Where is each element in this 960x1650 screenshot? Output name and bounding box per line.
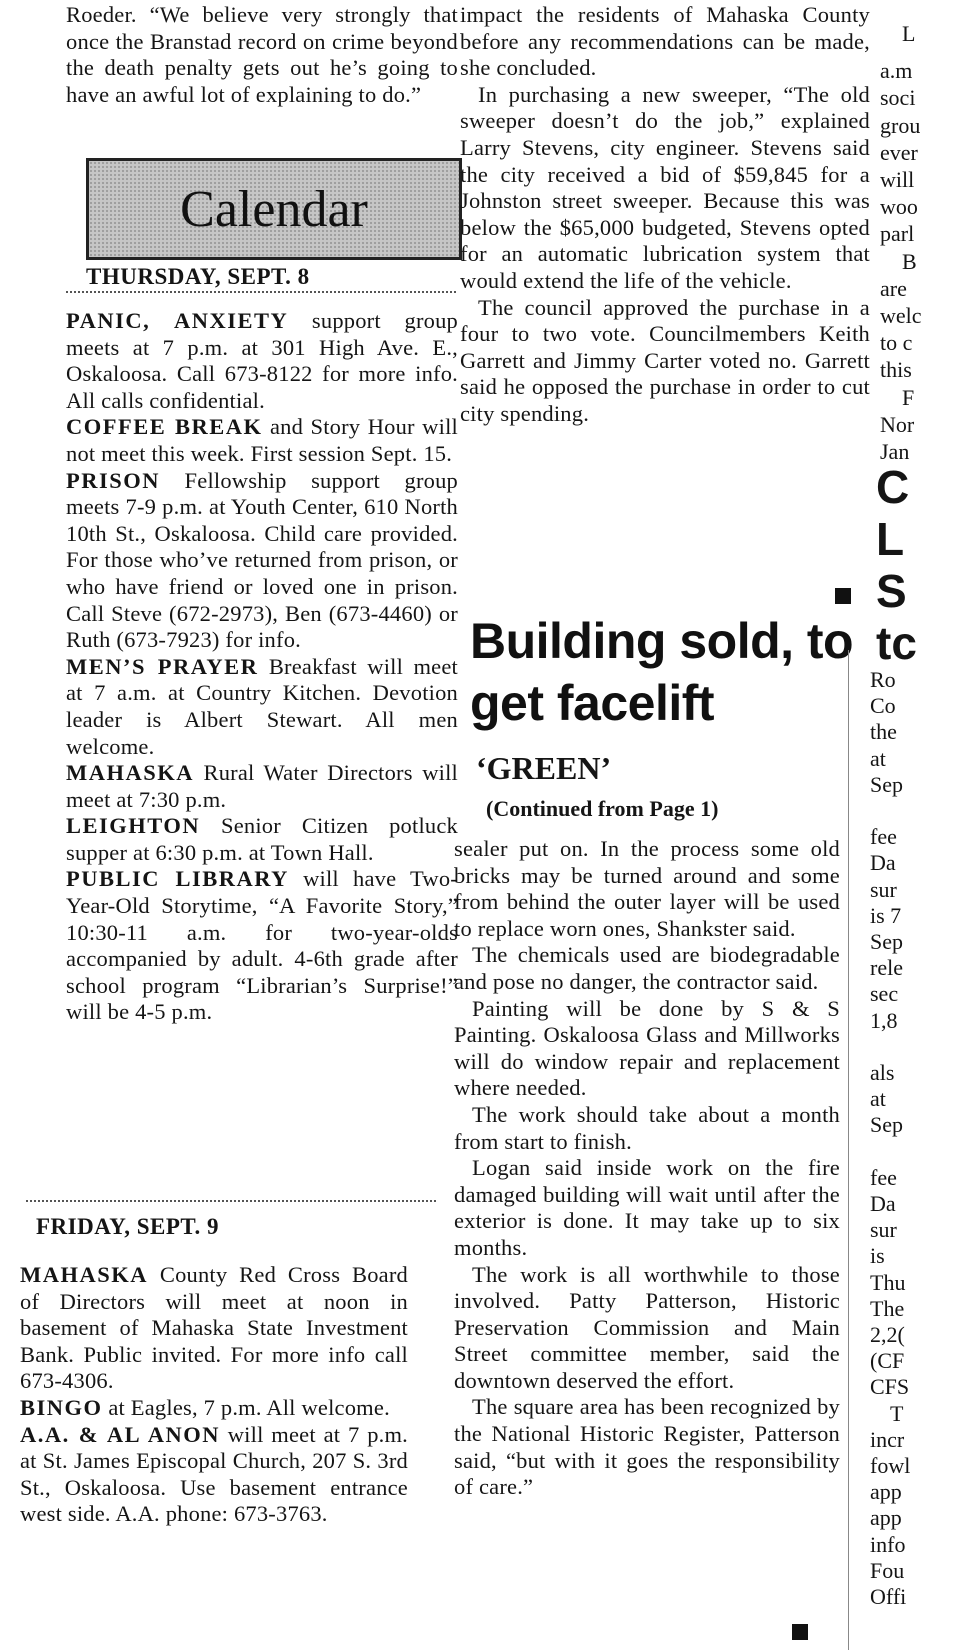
calendar-section-banner: [86, 158, 462, 260]
column-rule: [848, 650, 849, 1650]
article-paragraph: The work is all worthwhile to those involved. Patty Patterson, Historic Preservation Commission and Main Street committee member, said the downtown deserved the effort.: [454, 1261, 840, 1393]
clipped-headline-fragment: tc: [876, 617, 917, 669]
calendar-item: A.A. & AL ANON will meet at 7 p.m. at St. James Episcopal Church, 207 S. 3rd St., Oskaloosa. Use basement entrance west side. A.A. phone: 673-3763.: [20, 1421, 408, 1527]
clipped-text-fragment: fowl: [870, 1453, 911, 1478]
left-column-top: [66, 2, 458, 108]
clipped-text-fragment: Co: [870, 693, 896, 719]
clipped-text-fragment: Thu: [870, 1269, 906, 1295]
friday-heading: FRIDAY, SEPT. 9: [36, 1214, 220, 1239]
clipped-text-fragment: info: [870, 1531, 906, 1557]
clipped-text-fragment: rele: [870, 955, 903, 981]
clipped-text-fragment: fee: [870, 824, 897, 850]
story-ending-roeder: Roeder. “We believe very strongly that once the Branstad record on crime beyond the death penalty gets out he’s going to have an awful lot of explaining to do.”: [66, 2, 458, 107]
clipped-text-fragment: T: [890, 1400, 904, 1426]
article-paragraph: In purchasing a new sweeper, “The old sweeper doesn’t do the job,” explained Larry Stevens, city engineer. Stevens said the city received a bid of $59,845 for a Johnston street sweeper. Because this was below the $65,000 budgeted, Stevens opted for an automatic lubrication system that would extend the life of the vehicle.: [460, 81, 870, 293]
council-story-continuation: [460, 2, 870, 428]
clipped-text-fragment: sur: [870, 1217, 897, 1243]
clipped-text-fragment: Offi: [870, 1584, 907, 1609]
dotted-divider: [66, 291, 456, 293]
clipped-text-fragment: app: [870, 1505, 902, 1531]
clipped-text-fragment: is 7: [870, 902, 902, 928]
clipped-headline-fragment: C: [876, 461, 910, 513]
calendar-item: COFFEE BREAK and Story Hour will not meet this week. First session Sept. 15.: [66, 414, 458, 466]
clipped-text-fragment: Jan: [880, 439, 910, 464]
clipped-text-fragment: parl: [880, 221, 915, 247]
article-paragraph: Logan said inside work on the fire damaged building will wait until after the exterior is done. It may take up to six months.: [454, 1155, 840, 1260]
article-paragraph: sealer put on. In the process some old bricks may be turned around and some from behind the outer layer will be used to replace worn ones, Shankster said.: [454, 836, 840, 941]
clipped-text-fragment: Sep: [870, 1112, 903, 1138]
clipped-right-column: [870, 0, 960, 1639]
clipped-text-fragment: a.m: [880, 58, 913, 84]
clipped-text-fragment: Ro: [870, 667, 896, 692]
clipped-text-fragment: B: [902, 248, 917, 274]
clipped-text-fragment: Nor: [880, 411, 915, 437]
clipped-text-fragment: (CF: [870, 1348, 905, 1374]
clipped-text-fragment: 1,8: [870, 1007, 898, 1033]
clipped-text-fragment: L: [902, 21, 916, 46]
article-paragraph: The council approved the purchase in a four to two vote. Councilmembers Keith Garrett and Jimmy Carter voted no. Garrett said he opposed the purchase in order to cut city spending.: [460, 294, 870, 426]
calendar-item: PANIC, ANXIETY support group meets at 7 p.m. at 301 High Ave. E., Oskaloosa. Call 673-8122 for more info. All calls confidential.: [66, 308, 458, 413]
end-of-story-mark: [835, 588, 851, 604]
story-kicker: ‘GREEN’: [476, 750, 612, 786]
clipped-text-fragment: F: [902, 384, 915, 410]
jump-line: (Continued from Page 1): [486, 796, 719, 821]
clipped-text-fragment: Da: [870, 850, 896, 876]
clipped-text-fragment: is: [870, 1243, 885, 1269]
clipped-headline-fragment: S: [876, 565, 907, 617]
building-story-body: [454, 836, 840, 1501]
thursday-listings: [66, 308, 458, 1026]
clipped-text-fragment: 2,2(: [870, 1322, 905, 1347]
clipped-text-fragment: welc: [880, 303, 922, 328]
clipped-text-fragment: will: [880, 167, 915, 192]
calendar-title: Calendar: [180, 180, 368, 238]
article-headline: Building sold, to get facelift: [470, 613, 854, 731]
dotted-divider: [26, 1200, 436, 1202]
article-paragraph: The square area has been recognized by the National Historic Register, Patterson said, “but with it goes the responsibility of care.”: [454, 1394, 840, 1500]
clipped-text-fragment: are: [880, 275, 907, 301]
friday-listings: [20, 1262, 408, 1528]
article-paragraph: impact the residents of Mahaska County before any recommendations can be made, she concluded.: [460, 2, 870, 81]
clipped-text-fragment: Da: [870, 1191, 896, 1216]
calendar-item: PRISON Fellowship support group meets 7-9 p.m. at Youth Center, 610 North 10th St., Oskaloosa. Child care provided. For those who’ve returned from prison, or who have friend or loved one in prison. Call Steve (672-2973), Ben (673-4460) or Ruth (673-7923) for info.: [66, 467, 458, 653]
clipped-headline-fragment: L: [876, 513, 905, 565]
clipped-text-fragment: sur: [870, 876, 897, 902]
clipped-text-fragment: ever: [880, 139, 918, 165]
clipped-text-fragment: Fou: [870, 1557, 905, 1583]
clipped-text-fragment: als: [870, 1060, 895, 1085]
calendar-item: MAHASKA Rural Water Directors will meet at 7:30 p.m.: [66, 760, 458, 812]
article-paragraph: The chemicals used are biodegradable and pose no danger, the contractor said.: [454, 942, 840, 994]
clipped-text-fragment: incr: [870, 1426, 905, 1452]
calendar-item: MEN’S PRAYER Breakfast will meet at 7 a.m. at Country Kitchen. Devotion leader is Albert Stewart. All men welcome.: [66, 653, 458, 759]
clipped-text-fragment: CFS: [870, 1374, 910, 1400]
end-of-story-mark: [792, 1624, 808, 1640]
clipped-text-fragment: woo: [880, 194, 918, 220]
clipped-text-fragment: Sep: [870, 929, 903, 954]
clipped-text-fragment: at: [870, 1086, 886, 1112]
clipped-text-fragment: app: [870, 1479, 902, 1505]
clipped-text-fragment: fee: [870, 1164, 897, 1190]
clipped-text-fragment: soci: [880, 85, 916, 111]
clipped-text-fragment: Sep: [870, 771, 903, 797]
thursday-heading: THURSDAY, SEPT. 8: [86, 264, 310, 289]
clipped-text-fragment: The: [870, 1295, 905, 1321]
calendar-item: MAHASKA County Red Cross Board of Directors will meet at noon in basement of Mahaska State Investment Bank. Public invited. For more info call 673-4306.: [20, 1262, 408, 1394]
calendar-item: BINGO at Eagles, 7 p.m. All welcome.: [20, 1394, 390, 1420]
article-paragraph: The work should take about a month from start to finish.: [454, 1101, 840, 1154]
article-paragraph: Painting will be done by S & S Painting. Oskaloosa Glass and Millworks will do window repair and replacement where needed.: [454, 995, 840, 1101]
clipped-text-fragment: this: [880, 357, 912, 383]
clipped-text-fragment: at: [870, 745, 886, 771]
clipped-text-fragment: the: [870, 719, 897, 745]
calendar-item: LEIGHTON Senior Citizen potluck supper at 6:30 p.m. at Town Hall.: [66, 813, 458, 865]
clipped-text-fragment: to c: [880, 330, 913, 356]
clipped-text-fragment: grou: [880, 112, 921, 138]
calendar-item: PUBLIC LIBRARY will have Two-Year-Old Storytime, “A Favorite Story,” 10:30-11 a.m. for two-year-olds accompanied by adult. 4-6th grade after school program “Librarian’s Surprise!” will be 4-5 p.m.: [66, 866, 458, 1025]
clipped-text-fragment: sec: [870, 981, 899, 1007]
